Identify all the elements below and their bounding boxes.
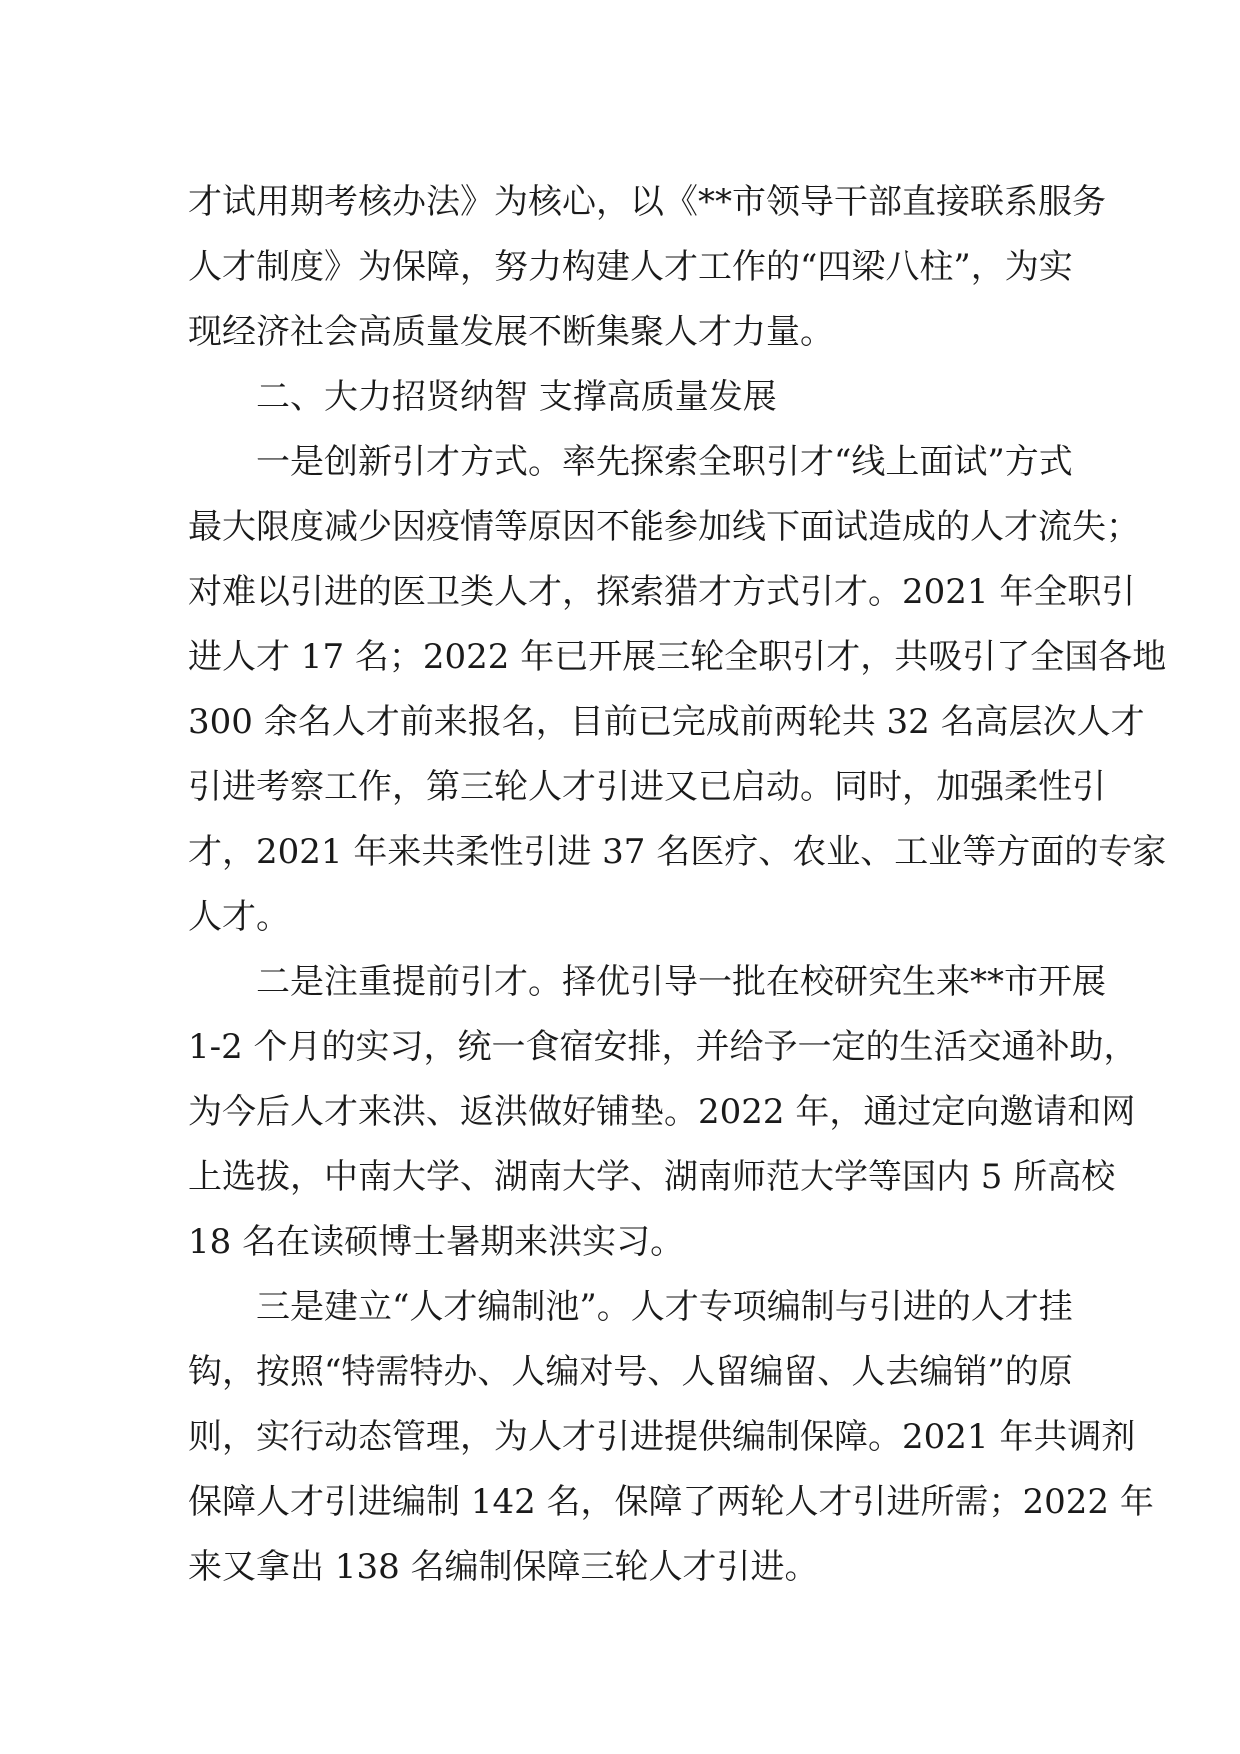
document-body <box>188 170 1167 1600</box>
text-line: 才试用期考核办法》为核心，以《**市领导干部直接联系服务 <box>188 182 1106 222</box>
text-line: 对难以引进的医卫类人才，探索猎才方式引才。2021 年全职引 <box>188 572 1136 612</box>
text-line: 18 名在读硕博士暑期来洪实习。 <box>188 1222 685 1262</box>
text-line: 来又拿出 138 名编制保障三轮人才引进。 <box>188 1547 819 1587</box>
text-line: 现经济社会高质量发展不断集聚人才力量。 <box>188 312 834 352</box>
text-line: 保障人才引进编制 142 名，保障了两轮人才引进所需；2022 年 <box>188 1482 1154 1522</box>
text-line: 上选拔，中南大学、湖南大学、湖南师范大学等国内 5 所高校 <box>188 1157 1116 1197</box>
text-line: 钩，按照“特需特办、人编对号、人留编留、人去编销”的原 <box>188 1352 1073 1392</box>
text-line: 1-2 个月的实习，统一食宿安排，并给予一定的生活交通补助， <box>188 1027 1138 1067</box>
text-line: 则，实行动态管理，为人才引进提供编制保障。2021 年共调剂 <box>188 1417 1136 1457</box>
text-line: 进人才 17 名；2022 年已开展三轮全职引才，共吸引了全国各地 <box>188 637 1167 677</box>
text-line: 为今后人才来洪、返洪做好铺垫。2022 年，通过定向邀请和网 <box>188 1092 1136 1132</box>
paragraph-first-line: 三是建立“人才编制池”。人才专项编制与引进的人才挂 <box>256 1287 1073 1327</box>
paragraph-first-line: 二是注重提前引才。择优引导一批在校研究生来**市开展 <box>256 962 1106 1002</box>
text-line: 引进考察工作，第三轮人才引进又已启动。同时，加强柔性引 <box>188 767 1106 807</box>
text-line: 最大限度减少因疫情等原因不能参加线下面试造成的人才流失； <box>188 507 1140 547</box>
text-line: 人才。 <box>188 897 290 937</box>
section-heading: 二、大力招贤纳智 支撑高质量发展 <box>256 377 777 417</box>
text-line: 300 余名人才前来报名，目前已完成前两轮共 32 名高层次人才 <box>188 702 1145 742</box>
text-line: 人才制度》为保障，努力构建人才工作的“四梁八柱”，为实 <box>188 247 1073 287</box>
paragraph-first-line: 一是创新引才方式。率先探索全职引才“线上面试”方式 <box>256 442 1073 482</box>
text-line: 才，2021 年来共柔性引进 37 名医疗、农业、工业等方面的专家 <box>188 832 1167 872</box>
